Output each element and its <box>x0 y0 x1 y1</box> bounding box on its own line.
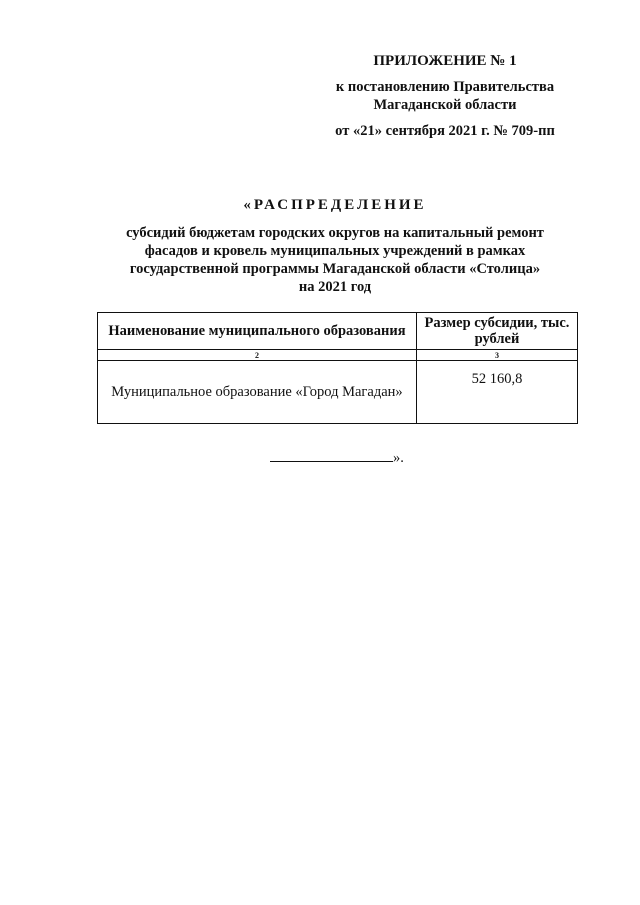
header-subsidy-amount: Размер субсидии, тыс. рублей <box>416 313 577 350</box>
column-number-row <box>98 350 578 361</box>
appendix-line-1: к постановлению Правительства <box>335 79 555 95</box>
subsidy-amount: 52 160,8 <box>416 361 577 424</box>
column-number-3: 3 <box>416 350 577 361</box>
appendix-header <box>300 52 590 140</box>
table-header-row <box>98 313 578 350</box>
appendix-title: ПРИЛОЖЕНИЕ № 1 <box>373 53 517 69</box>
signature-underline <box>270 448 393 462</box>
column-number-2: 2 <box>98 350 417 361</box>
subtitle-line-4: на 2021 год <box>298 279 372 295</box>
header-municipality: Наименование муниципального образования <box>98 313 417 350</box>
appendix-date-line: от «21» сентября 2021 г. № 709-пп <box>335 123 555 139</box>
distribution-table <box>97 312 578 424</box>
appendix-line-2: Магаданской области <box>373 97 517 113</box>
closing-quote: ». <box>393 450 404 466</box>
table-row <box>98 361 578 424</box>
subtitle-line-2: фасадов и кровель муниципальных учреждений в рамках <box>144 243 526 259</box>
subtitle-line-1: субсидий бюджетам городских округов на капитальный ремонт <box>126 225 544 241</box>
document-title: «РАСПРЕДЕЛЕНИЕ <box>243 197 427 213</box>
closing-line <box>270 448 404 467</box>
subtitle-line-3: государственной программы Магаданской области «Столица» <box>129 261 541 277</box>
municipality-name: Муниципальное образование «Город Магадан» <box>98 361 417 424</box>
document-title-block <box>95 196 575 296</box>
